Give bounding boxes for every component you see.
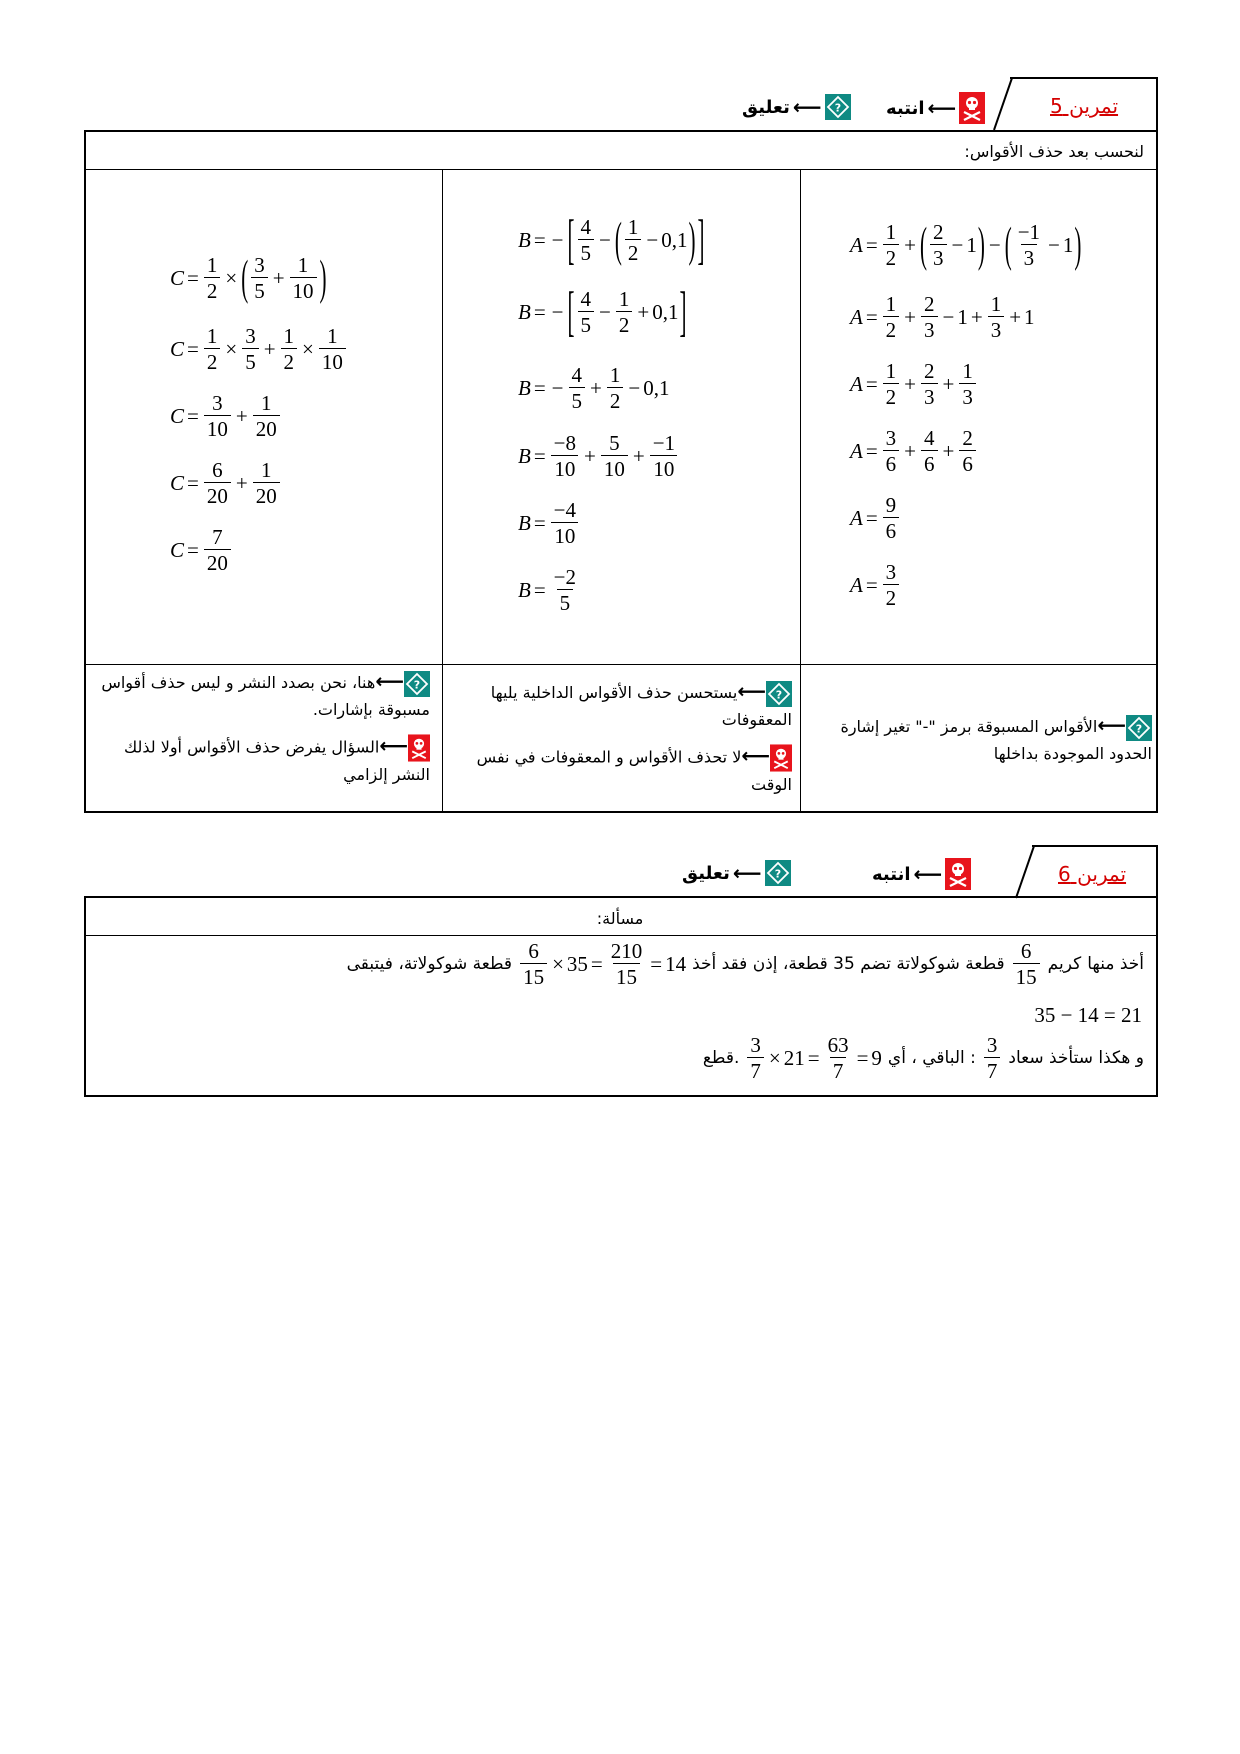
exercise-6-header-slant <box>1014 845 1036 899</box>
comment-icon <box>766 681 792 707</box>
column-divider-1 <box>442 170 443 811</box>
eq-a-4: A = $\frac{3}{6}$ + $\frac{4}{6}$ + $\frac{2}{6}$ <box>850 427 978 475</box>
exercise-5-title: تمرين 5 <box>1050 94 1119 118</box>
attention-text: انتبه <box>872 863 911 885</box>
skull-icon <box>945 858 971 890</box>
comment-icon <box>765 860 791 886</box>
problem-line-2: 35 − 14 = 21 <box>1034 1003 1142 1027</box>
note-right-comment: ⟵الأقواس المسبوقة برمز "-" تغير إشارة الحدود الموجودة بداخلها <box>840 713 1152 763</box>
eq-c-1: C = $\frac{1}{2}$ × ( 3 5 + $\frac{1}{10}$ ) <box>170 249 327 305</box>
skull-icon <box>770 744 792 772</box>
arrow-left-icon: ⟵ <box>375 669 404 693</box>
arrow-left-icon: ⟵ <box>379 733 408 758</box>
eq-b-1: B = − [ 4 5 − ( 1 2 − 0,1 ) ] <box>518 207 705 270</box>
problem-line-1: أخذ منها كريم 6 15 قطعة شوكولاتة تضم 35 قطعة، إذن فقد أخذ $\frac{6}{15}$ × 35 = $\frac{210}{15}$ = 14 قطعة شوكولاتة، فيتبقى <box>346 939 1144 990</box>
exercise-6-title: تمرين 6 <box>1058 862 1127 886</box>
eq-b-6: B = $\frac{-2}{5}$ <box>518 565 577 616</box>
arrow-left-icon: ⟵ <box>1097 713 1126 737</box>
comment-text: تعليق <box>682 862 730 884</box>
calc-taken: $\frac{6}{15}$ × 35 = $\frac{210}{15}$ = 14 <box>518 940 686 988</box>
arrow-left-icon: ⟵ <box>792 95 822 119</box>
exercise-5-comment-label <box>742 94 851 120</box>
exercise-5-header-slant <box>992 77 1014 131</box>
exercise-5-attention-label <box>886 92 985 124</box>
eq-c-2: C = $\frac{1}{2}$ × $\frac{3}{5}$ + $\frac{1}{2}$ × $\frac{1}{10}$ <box>170 325 348 373</box>
exercise-5-header-rule <box>1010 77 1158 79</box>
notes-divider <box>85 664 1157 665</box>
eq-b-2: B = − [ 4 5 − $\frac{1}{2}$ + 0,1 ] <box>518 279 687 342</box>
arrow-left-icon: ⟵ <box>913 862 943 886</box>
comment-icon <box>825 94 851 120</box>
heading-divider <box>85 935 1157 936</box>
skull-icon <box>959 92 985 124</box>
exercise-6-comment-label <box>682 860 791 886</box>
note-left-attention: ⟵السؤال يفرض حذف الأقواس أولا لذلك النشر إلزامي <box>123 733 430 784</box>
arrow-left-icon: ⟵ <box>737 679 766 703</box>
eq-c-4: C = $\frac{6}{20}$ + $\frac{1}{20}$ <box>170 459 282 507</box>
eq-a-6: A = $\frac{3}{2}$ <box>850 561 901 609</box>
eq-b-3: B = − $\frac{4}{5}$ + $\frac{1}{2}$ − 0,1 <box>518 363 670 414</box>
intro-divider <box>85 169 1157 170</box>
skull-icon <box>408 734 430 762</box>
arrow-left-icon: ⟵ <box>732 861 762 885</box>
comment-icon <box>1126 715 1152 741</box>
arrow-left-icon: ⟵ <box>927 96 957 120</box>
problem-line-3: و هكذا ستأخذ سعاد 3 7 الباقي ، أي : $\frac{3}{7}$ × 21 = $\frac{63}{7}$ = 9 قطع. <box>702 1033 1144 1084</box>
calc-remaining: $\frac{3}{7}$ × 21 = $\frac{63}{7}$ = 9 <box>745 1034 882 1082</box>
comment-text: تعليق <box>742 96 790 118</box>
eq-a-1: A = $\frac{1}{2}$ + ( 2 3 − 1 ) − ( −1 3 − 1 ) <box>850 216 1082 272</box>
eq-a-2: A = $\frac{1}{2}$ + $\frac{2}{3}$ − 1 + $\frac{1}{3}$ + 1 <box>850 292 1035 343</box>
attention-text: انتبه <box>886 97 925 119</box>
eq-c-5: C = $\frac{7}{20}$ <box>170 526 233 574</box>
eq-b-5: B = $\frac{-4}{10}$ <box>518 499 581 547</box>
comment-icon <box>404 671 430 697</box>
arrow-left-icon: ⟵ <box>741 743 770 768</box>
exercise-6-attention-label <box>872 858 971 890</box>
exercise-6-header-edge <box>1156 845 1158 899</box>
note-middle-attention: ⟵لا تحذف الأقواس و المعقوفات في نفس الوقت <box>476 743 792 794</box>
eq-a-5: A = $\frac{9}{6}$ <box>850 494 901 542</box>
exercise-6-header-rule <box>1032 845 1158 847</box>
exercise-5-header-edge <box>1156 77 1158 131</box>
note-left-comment: ⟵هنا، نحن بصدد النشر و ليس حذف أقواس مسبوقة بإشارات. <box>101 669 430 719</box>
note-middle-comment: ⟵يستحسن حذف الأقواس الداخلية يليها المعقوفات <box>490 679 792 729</box>
eq-a-3: A = $\frac{1}{2}$ + $\frac{2}{3}$ + $\frac{1}{3}$ <box>850 360 978 408</box>
column-divider-2 <box>800 170 801 811</box>
problem-heading: مسألة: <box>596 909 644 928</box>
eq-c-3: C = $\frac{3}{10}$ + $\frac{1}{20}$ <box>170 392 282 440</box>
eq-b-4: B = $\frac{-8}{10}$ + $\frac{5}{10}$ + $\frac{-1}{10}$ <box>518 432 680 480</box>
exercise-5-intro: لنحسب بعد حذف الأقواس: <box>964 142 1144 161</box>
